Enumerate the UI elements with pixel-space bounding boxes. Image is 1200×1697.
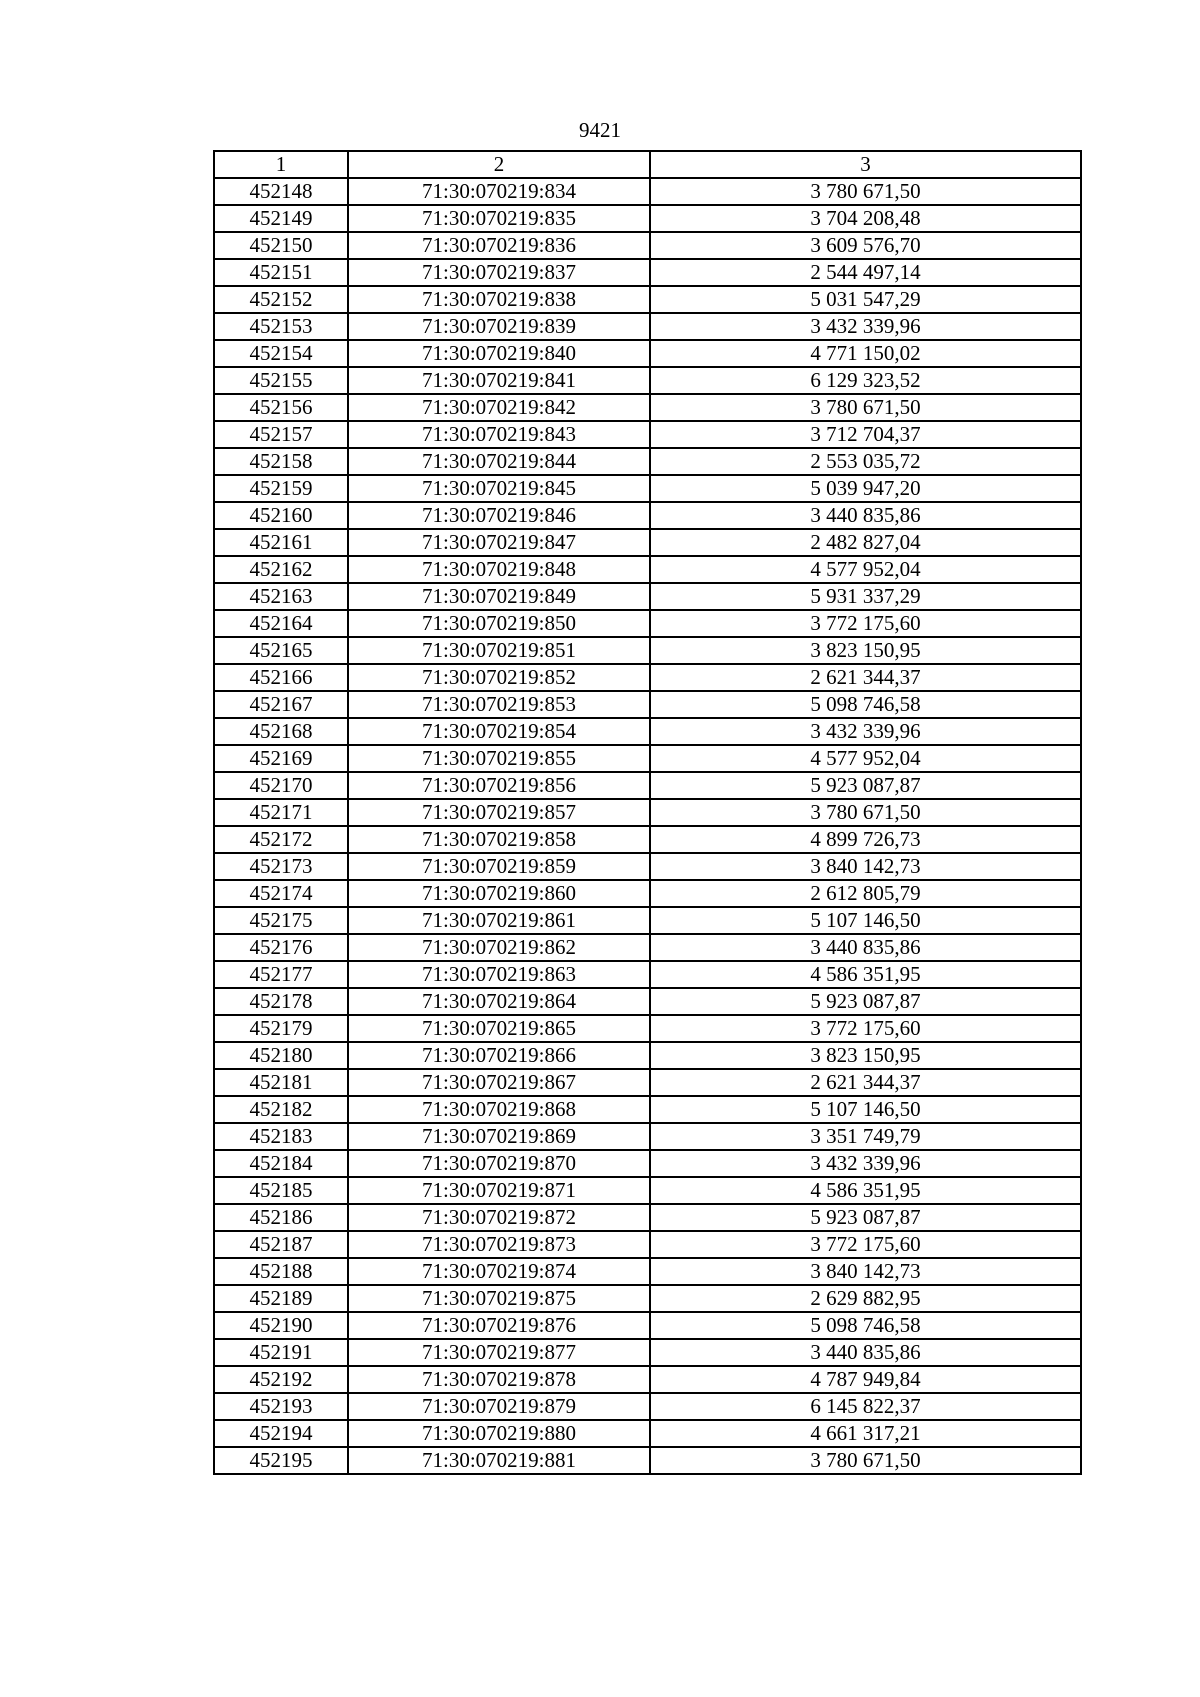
- page-number: 9421: [579, 118, 621, 142]
- cadastral-number-cell: 71:30:070219:840: [348, 340, 650, 367]
- row-number-cell: 452152: [214, 286, 348, 313]
- cadastral-number-cell: 71:30:070219:880: [348, 1420, 650, 1447]
- value-cell: 3 432 339,96: [650, 718, 1081, 745]
- cadastral-number-cell: 71:30:070219:864: [348, 988, 650, 1015]
- value-cell: 5 031 547,29: [650, 286, 1081, 313]
- table-row: [214, 1096, 1081, 1123]
- cadastral-number-cell: 71:30:070219:881: [348, 1447, 650, 1474]
- value-cell: 6 129 323,52: [650, 367, 1081, 394]
- value-cell: 2 621 344,37: [650, 664, 1081, 691]
- value-cell: 3 704 208,48: [650, 205, 1081, 232]
- table-row: [214, 286, 1081, 313]
- cadastral-number-cell: 71:30:070219:854: [348, 718, 650, 745]
- cadastral-number-cell: 71:30:070219:870: [348, 1150, 650, 1177]
- value-cell: 5 923 087,87: [650, 772, 1081, 799]
- table-row: [214, 826, 1081, 853]
- cadastral-number-cell: 71:30:070219:859: [348, 853, 650, 880]
- row-number-cell: 452176: [214, 934, 348, 961]
- value-cell: 5 107 146,50: [650, 1096, 1081, 1123]
- table-row: [214, 367, 1081, 394]
- cadastral-number-cell: 71:30:070219:837: [348, 259, 650, 286]
- row-number-cell: 452181: [214, 1069, 348, 1096]
- table-row: [214, 1366, 1081, 1393]
- row-number-cell: 452195: [214, 1447, 348, 1474]
- row-number-cell: 452148: [214, 178, 348, 205]
- value-cell: 2 612 805,79: [650, 880, 1081, 907]
- table-row: [214, 178, 1081, 205]
- table-row: [214, 853, 1081, 880]
- cadastral-number-cell: 71:30:070219:842: [348, 394, 650, 421]
- header-cell-col-3: 3: [650, 151, 1081, 178]
- value-cell: 5 923 087,87: [650, 1204, 1081, 1231]
- row-number-cell: 452160: [214, 502, 348, 529]
- row-number-cell: 452188: [214, 1258, 348, 1285]
- row-number-cell: 452182: [214, 1096, 348, 1123]
- value-cell: 3 780 671,50: [650, 178, 1081, 205]
- cadastral-number-cell: 71:30:070219:874: [348, 1258, 650, 1285]
- value-cell: 2 621 344,37: [650, 1069, 1081, 1096]
- row-number-cell: 452168: [214, 718, 348, 745]
- table-row: [214, 1177, 1081, 1204]
- row-number-cell: 452171: [214, 799, 348, 826]
- cadastral-number-cell: 71:30:070219:841: [348, 367, 650, 394]
- table-row: [214, 1447, 1081, 1474]
- value-cell: 3 351 749,79: [650, 1123, 1081, 1150]
- table-row: [214, 1015, 1081, 1042]
- cadastral-number-cell: 71:30:070219:853: [348, 691, 650, 718]
- table-row: [214, 394, 1081, 421]
- value-cell: 5 039 947,20: [650, 475, 1081, 502]
- table-row: [214, 1339, 1081, 1366]
- cadastral-number-cell: 71:30:070219:860: [348, 880, 650, 907]
- table-row: [214, 907, 1081, 934]
- header-cell-col-2: 2: [348, 151, 650, 178]
- value-cell: 4 586 351,95: [650, 961, 1081, 988]
- cadastral-number-cell: 71:30:070219:862: [348, 934, 650, 961]
- cadastral-number-cell: 71:30:070219:839: [348, 313, 650, 340]
- value-cell: 2 482 827,04: [650, 529, 1081, 556]
- table-row: [214, 583, 1081, 610]
- row-number-cell: 452183: [214, 1123, 348, 1150]
- value-cell: 4 899 726,73: [650, 826, 1081, 853]
- row-number-cell: 452184: [214, 1150, 348, 1177]
- header-row: [214, 151, 1081, 178]
- row-number-cell: 452159: [214, 475, 348, 502]
- row-number-cell: 452191: [214, 1339, 348, 1366]
- value-cell: 3 840 142,73: [650, 853, 1081, 880]
- cadastral-number-cell: 71:30:070219:838: [348, 286, 650, 313]
- row-number-cell: 452178: [214, 988, 348, 1015]
- row-number-cell: 452172: [214, 826, 348, 853]
- table-header: [214, 151, 1081, 178]
- row-number-cell: 452190: [214, 1312, 348, 1339]
- table-row: [214, 1285, 1081, 1312]
- cadastral-number-cell: 71:30:070219:873: [348, 1231, 650, 1258]
- table-row: [214, 475, 1081, 502]
- value-cell: 5 931 337,29: [650, 583, 1081, 610]
- table-row: [214, 1204, 1081, 1231]
- row-number-cell: 452161: [214, 529, 348, 556]
- value-cell: 2 544 497,14: [650, 259, 1081, 286]
- table-row: [214, 1069, 1081, 1096]
- value-cell: 3 440 835,86: [650, 502, 1081, 529]
- value-cell: 3 440 835,86: [650, 1339, 1081, 1366]
- value-cell: 6 145 822,37: [650, 1393, 1081, 1420]
- value-cell: 3 780 671,50: [650, 799, 1081, 826]
- row-number-cell: 452151: [214, 259, 348, 286]
- row-number-cell: 452154: [214, 340, 348, 367]
- value-cell: 5 923 087,87: [650, 988, 1081, 1015]
- table-row: [214, 610, 1081, 637]
- row-number-cell: 452164: [214, 610, 348, 637]
- cadastral-number-cell: 71:30:070219:869: [348, 1123, 650, 1150]
- value-cell: 4 787 949,84: [650, 1366, 1081, 1393]
- data-table: [213, 150, 1082, 1475]
- cadastral-number-cell: 71:30:070219:846: [348, 502, 650, 529]
- row-number-cell: 452156: [214, 394, 348, 421]
- table-row: [214, 1123, 1081, 1150]
- cadastral-number-cell: 71:30:070219:878: [348, 1366, 650, 1393]
- row-number-cell: 452177: [214, 961, 348, 988]
- table-row: [214, 934, 1081, 961]
- row-number-cell: 452163: [214, 583, 348, 610]
- row-number-cell: 452186: [214, 1204, 348, 1231]
- header-cell-col-1: 1: [214, 151, 348, 178]
- table-row: [214, 502, 1081, 529]
- value-cell: 3 772 175,60: [650, 1015, 1081, 1042]
- table-row: [214, 772, 1081, 799]
- row-number-cell: 452162: [214, 556, 348, 583]
- table-row: [214, 637, 1081, 664]
- cadastral-number-cell: 71:30:070219:855: [348, 745, 650, 772]
- row-number-cell: 452149: [214, 205, 348, 232]
- row-number-cell: 452185: [214, 1177, 348, 1204]
- value-cell: 3 772 175,60: [650, 1231, 1081, 1258]
- row-number-cell: 452194: [214, 1420, 348, 1447]
- table-row: [214, 1420, 1081, 1447]
- table-row: [214, 448, 1081, 475]
- cadastral-number-cell: 71:30:070219:848: [348, 556, 650, 583]
- cadastral-number-cell: 71:30:070219:865: [348, 1015, 650, 1042]
- row-number-cell: 452155: [214, 367, 348, 394]
- row-number-cell: 452174: [214, 880, 348, 907]
- cadastral-number-cell: 71:30:070219:857: [348, 799, 650, 826]
- table-row: [214, 205, 1081, 232]
- row-number-cell: 452165: [214, 637, 348, 664]
- cadastral-number-cell: 71:30:070219:872: [348, 1204, 650, 1231]
- cadastral-number-cell: 71:30:070219:876: [348, 1312, 650, 1339]
- cadastral-number-cell: 71:30:070219:863: [348, 961, 650, 988]
- row-number-cell: 452179: [214, 1015, 348, 1042]
- cadastral-number-cell: 71:30:070219:844: [348, 448, 650, 475]
- table-row: [214, 988, 1081, 1015]
- cadastral-number-cell: 71:30:070219:875: [348, 1285, 650, 1312]
- cadastral-number-cell: 71:30:070219:845: [348, 475, 650, 502]
- cadastral-number-cell: 71:30:070219:843: [348, 421, 650, 448]
- cadastral-number-cell: 71:30:070219:835: [348, 205, 650, 232]
- table-row: [214, 799, 1081, 826]
- value-cell: 3 432 339,96: [650, 313, 1081, 340]
- table-row: [214, 1042, 1081, 1069]
- cadastral-number-cell: 71:30:070219:867: [348, 1069, 650, 1096]
- table-row: [214, 313, 1081, 340]
- value-cell: 2 629 882,95: [650, 1285, 1081, 1312]
- value-cell: 3 780 671,50: [650, 1447, 1081, 1474]
- cadastral-number-cell: 71:30:070219:861: [348, 907, 650, 934]
- cadastral-number-cell: 71:30:070219:877: [348, 1339, 650, 1366]
- row-number-cell: 452167: [214, 691, 348, 718]
- cadastral-number-cell: 71:30:070219:879: [348, 1393, 650, 1420]
- cadastral-number-cell: 71:30:070219:849: [348, 583, 650, 610]
- value-cell: 4 661 317,21: [650, 1420, 1081, 1447]
- table-row: [214, 232, 1081, 259]
- value-cell: 3 823 150,95: [650, 637, 1081, 664]
- table-row: [214, 664, 1081, 691]
- cadastral-number-cell: 71:30:070219:852: [348, 664, 650, 691]
- cadastral-number-cell: 71:30:070219:847: [348, 529, 650, 556]
- table-row: [214, 745, 1081, 772]
- table-row: [214, 880, 1081, 907]
- value-cell: 5 107 146,50: [650, 907, 1081, 934]
- row-number-cell: 452187: [214, 1231, 348, 1258]
- value-cell: 3 432 339,96: [650, 1150, 1081, 1177]
- value-cell: 3 780 671,50: [650, 394, 1081, 421]
- value-cell: 3 772 175,60: [650, 610, 1081, 637]
- cadastral-number-cell: 71:30:070219:871: [348, 1177, 650, 1204]
- table-row: [214, 556, 1081, 583]
- value-cell: 5 098 746,58: [650, 691, 1081, 718]
- row-number-cell: 452153: [214, 313, 348, 340]
- value-cell: 4 771 150,02: [650, 340, 1081, 367]
- value-cell: 2 553 035,72: [650, 448, 1081, 475]
- value-cell: 3 440 835,86: [650, 934, 1081, 961]
- row-number-cell: 452189: [214, 1285, 348, 1312]
- row-number-cell: 452150: [214, 232, 348, 259]
- table-row: [214, 1231, 1081, 1258]
- cadastral-number-cell: 71:30:070219:856: [348, 772, 650, 799]
- row-number-cell: 452170: [214, 772, 348, 799]
- cadastral-number-cell: 71:30:070219:858: [348, 826, 650, 853]
- row-number-cell: 452158: [214, 448, 348, 475]
- value-cell: 4 577 952,04: [650, 745, 1081, 772]
- table-row: [214, 259, 1081, 286]
- table-row: [214, 421, 1081, 448]
- table-row: [214, 1150, 1081, 1177]
- value-cell: 3 823 150,95: [650, 1042, 1081, 1069]
- row-number-cell: 452175: [214, 907, 348, 934]
- value-cell: 4 577 952,04: [650, 556, 1081, 583]
- value-cell: 3 712 704,37: [650, 421, 1081, 448]
- cadastral-number-cell: 71:30:070219:834: [348, 178, 650, 205]
- value-cell: 4 586 351,95: [650, 1177, 1081, 1204]
- row-number-cell: 452169: [214, 745, 348, 772]
- table-row: [214, 718, 1081, 745]
- row-number-cell: 452192: [214, 1366, 348, 1393]
- cadastral-number-cell: 71:30:070219:850: [348, 610, 650, 637]
- cadastral-number-cell: 71:30:070219:851: [348, 637, 650, 664]
- cadastral-number-cell: 71:30:070219:836: [348, 232, 650, 259]
- table-row: [214, 1312, 1081, 1339]
- table-row: [214, 529, 1081, 556]
- value-cell: 3 840 142,73: [650, 1258, 1081, 1285]
- row-number-cell: 452193: [214, 1393, 348, 1420]
- table-row: [214, 340, 1081, 367]
- cadastral-number-cell: 71:30:070219:866: [348, 1042, 650, 1069]
- value-cell: 5 098 746,58: [650, 1312, 1081, 1339]
- row-number-cell: 452157: [214, 421, 348, 448]
- table-row: [214, 1393, 1081, 1420]
- table-row: [214, 1258, 1081, 1285]
- cadastral-number-cell: 71:30:070219:868: [348, 1096, 650, 1123]
- table-row: [214, 961, 1081, 988]
- table-body: [214, 178, 1081, 1474]
- row-number-cell: 452166: [214, 664, 348, 691]
- value-cell: 3 609 576,70: [650, 232, 1081, 259]
- table-row: [214, 691, 1081, 718]
- row-number-cell: 452180: [214, 1042, 348, 1069]
- row-number-cell: 452173: [214, 853, 348, 880]
